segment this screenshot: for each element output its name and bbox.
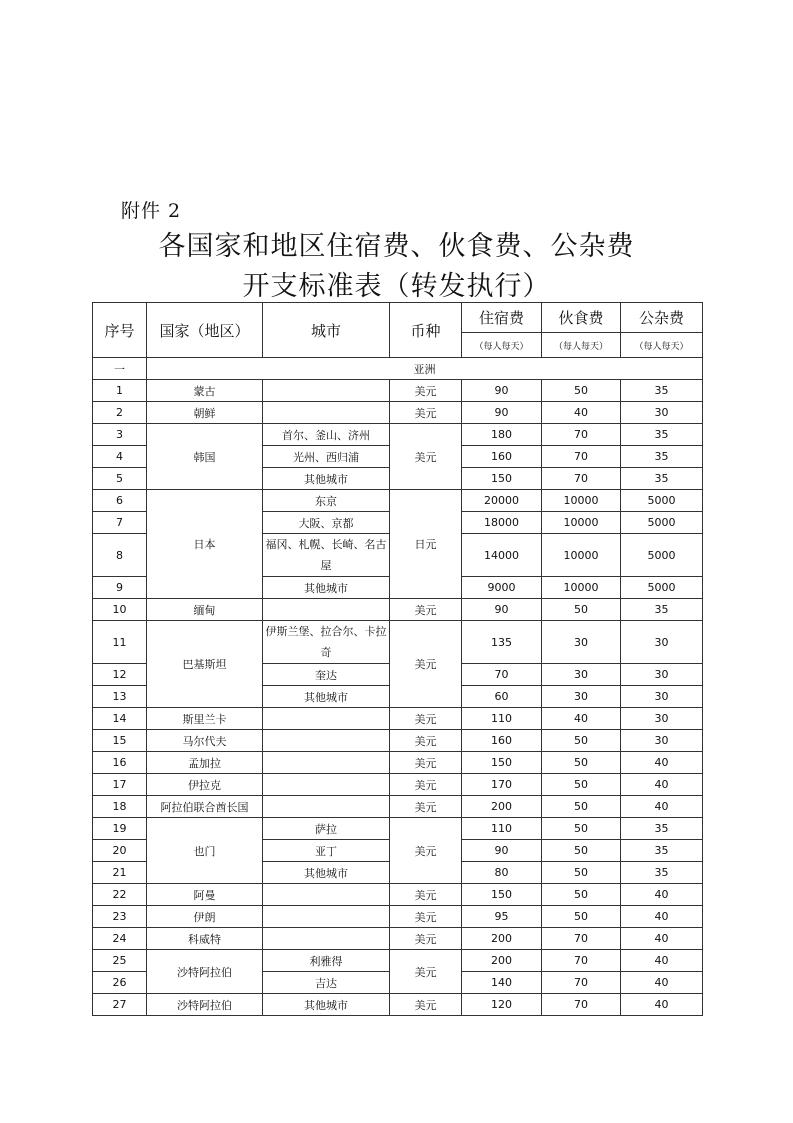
cell-misc: 35 — [621, 840, 703, 862]
cell-city: 首尔、釜山、济州 — [263, 424, 390, 446]
table-row — [93, 906, 703, 928]
cell-currency: 美元 — [390, 774, 462, 796]
cell-currency: 美元 — [390, 906, 462, 928]
cell-city — [263, 380, 390, 402]
cell-city: 伊斯兰堡、拉合尔、卡拉奇 — [263, 621, 390, 664]
cell-misc: 30 — [621, 686, 703, 708]
cell-seq: 16 — [93, 752, 147, 774]
cell-country: 孟加拉 — [147, 752, 263, 774]
header-meals: 伙食费 — [542, 303, 621, 333]
cell-misc: 35 — [621, 380, 703, 402]
attachment-label: 附件 2 — [121, 200, 182, 222]
cell-city: 东京 — [263, 490, 390, 512]
cell-meals: 50 — [542, 796, 621, 818]
header-lodging-unit: （每人每天） — [462, 333, 542, 358]
cell-city: 其他城市 — [263, 994, 390, 1016]
cell-currency: 美元 — [390, 621, 462, 708]
cell-city — [263, 928, 390, 950]
table-row — [93, 950, 703, 972]
table-row — [93, 928, 703, 950]
cell-country: 阿曼 — [147, 884, 263, 906]
cell-country: 巴基斯坦 — [147, 621, 263, 708]
cell-lodging: 90 — [462, 380, 542, 402]
cell-meals: 50 — [542, 599, 621, 621]
cell-seq: 17 — [93, 774, 147, 796]
cell-meals: 70 — [542, 928, 621, 950]
cell-seq: 27 — [93, 994, 147, 1016]
cell-country: 伊朗 — [147, 906, 263, 928]
table-row — [93, 599, 703, 621]
cell-seq: 3 — [93, 424, 147, 446]
cell-country: 科威特 — [147, 928, 263, 950]
cell-city: 亚丁 — [263, 840, 390, 862]
cell-city: 其他城市 — [263, 577, 390, 599]
cell-currency: 美元 — [390, 796, 462, 818]
cell-misc: 40 — [621, 774, 703, 796]
cell-currency: 美元 — [390, 818, 462, 884]
cell-seq: 10 — [93, 599, 147, 621]
cell-misc: 30 — [621, 708, 703, 730]
cell-lodging: 90 — [462, 599, 542, 621]
cell-currency: 美元 — [390, 928, 462, 950]
header-seq: 序号 — [93, 303, 147, 358]
cell-lodging: 110 — [462, 818, 542, 840]
cell-seq: 9 — [93, 577, 147, 599]
cell-meals: 30 — [542, 621, 621, 664]
cell-seq: 12 — [93, 664, 147, 686]
cell-seq: 4 — [93, 446, 147, 468]
cell-misc: 40 — [621, 950, 703, 972]
cell-country: 韩国 — [147, 424, 263, 490]
cell-country: 缅甸 — [147, 599, 263, 621]
header-misc-unit: （每人每天） — [621, 333, 703, 358]
cell-misc: 35 — [621, 446, 703, 468]
cell-country: 沙特阿拉伯 — [147, 950, 263, 994]
cell-meals: 10000 — [542, 577, 621, 599]
table-row — [93, 796, 703, 818]
cell-currency: 美元 — [390, 599, 462, 621]
cell-lodging: 200 — [462, 950, 542, 972]
table-row — [93, 380, 703, 402]
table-row — [93, 490, 703, 512]
section-row — [93, 358, 703, 380]
cell-city — [263, 599, 390, 621]
cell-seq: 11 — [93, 621, 147, 664]
section-name: 亚洲 — [147, 358, 703, 380]
table-row — [93, 424, 703, 446]
cell-misc: 5000 — [621, 534, 703, 577]
cell-meals: 50 — [542, 884, 621, 906]
cell-country: 马尔代夫 — [147, 730, 263, 752]
table-row — [93, 774, 703, 796]
cell-currency: 美元 — [390, 380, 462, 402]
cell-misc: 5000 — [621, 490, 703, 512]
cell-lodging: 18000 — [462, 512, 542, 534]
cell-meals: 40 — [542, 402, 621, 424]
cell-lodging: 150 — [462, 468, 542, 490]
table-row — [93, 994, 703, 1016]
cell-city — [263, 752, 390, 774]
cell-lodging: 90 — [462, 840, 542, 862]
cell-city: 利雅得 — [263, 950, 390, 972]
cell-misc: 30 — [621, 402, 703, 424]
cell-lodging: 150 — [462, 884, 542, 906]
cell-meals: 50 — [542, 774, 621, 796]
cell-lodging: 140 — [462, 972, 542, 994]
cell-seq: 2 — [93, 402, 147, 424]
cell-country: 朝鲜 — [147, 402, 263, 424]
cell-lodging: 80 — [462, 862, 542, 884]
cell-meals: 50 — [542, 818, 621, 840]
cell-lodging: 170 — [462, 774, 542, 796]
cell-misc: 40 — [621, 928, 703, 950]
cell-currency: 美元 — [390, 708, 462, 730]
cell-seq: 7 — [93, 512, 147, 534]
cell-city — [263, 884, 390, 906]
cell-lodging: 120 — [462, 994, 542, 1016]
cell-currency: 日元 — [390, 490, 462, 599]
table-row — [93, 730, 703, 752]
cell-lodging: 90 — [462, 402, 542, 424]
cell-seq: 6 — [93, 490, 147, 512]
cell-lodging: 9000 — [462, 577, 542, 599]
table-row — [93, 884, 703, 906]
cell-lodging: 180 — [462, 424, 542, 446]
table-row — [93, 818, 703, 840]
cell-seq: 21 — [93, 862, 147, 884]
cell-lodging: 20000 — [462, 490, 542, 512]
cell-city: 福冈、札幌、长崎、名古屋 — [263, 534, 390, 577]
cell-seq: 25 — [93, 950, 147, 972]
cell-lodging: 14000 — [462, 534, 542, 577]
cell-city — [263, 796, 390, 818]
cell-misc: 35 — [621, 862, 703, 884]
cell-seq: 23 — [93, 906, 147, 928]
cell-seq: 22 — [93, 884, 147, 906]
cell-misc: 35 — [621, 468, 703, 490]
cell-seq: 14 — [93, 708, 147, 730]
cell-country: 斯里兰卡 — [147, 708, 263, 730]
cell-meals: 70 — [542, 972, 621, 994]
cell-city: 奎达 — [263, 664, 390, 686]
cell-lodging: 70 — [462, 664, 542, 686]
cell-currency: 美元 — [390, 424, 462, 490]
cell-misc: 35 — [621, 599, 703, 621]
page-title-line1: 各国家和地区住宿费、伙食费、公杂费 — [158, 231, 635, 262]
header-city: 城市 — [263, 303, 390, 358]
cell-city: 其他城市 — [263, 862, 390, 884]
cell-city: 吉达 — [263, 972, 390, 994]
cell-meals: 50 — [542, 906, 621, 928]
cell-seq: 5 — [93, 468, 147, 490]
cell-seq: 26 — [93, 972, 147, 994]
cell-city — [263, 402, 390, 424]
cell-country: 日本 — [147, 490, 263, 599]
cell-lodging: 150 — [462, 752, 542, 774]
standards-table — [92, 302, 703, 1016]
cell-city: 光州、西归浦 — [263, 446, 390, 468]
cell-country: 也门 — [147, 818, 263, 884]
cell-meals: 50 — [542, 730, 621, 752]
cell-meals: 10000 — [542, 534, 621, 577]
cell-misc: 40 — [621, 994, 703, 1016]
cell-meals: 50 — [542, 840, 621, 862]
cell-misc: 30 — [621, 664, 703, 686]
cell-country: 阿拉伯联合酋长国 — [147, 796, 263, 818]
cell-meals: 70 — [542, 950, 621, 972]
cell-lodging: 160 — [462, 730, 542, 752]
cell-meals: 70 — [542, 994, 621, 1016]
cell-meals: 10000 — [542, 512, 621, 534]
cell-meals: 70 — [542, 468, 621, 490]
cell-lodging: 200 — [462, 928, 542, 950]
cell-misc: 35 — [621, 818, 703, 840]
cell-city: 大阪、京都 — [263, 512, 390, 534]
cell-misc: 40 — [621, 752, 703, 774]
table-row — [93, 402, 703, 424]
cell-misc: 40 — [621, 972, 703, 994]
cell-misc: 5000 — [621, 577, 703, 599]
header-meals-unit: （每人每天） — [542, 333, 621, 358]
cell-misc: 30 — [621, 621, 703, 664]
cell-seq: 24 — [93, 928, 147, 950]
cell-currency: 美元 — [390, 884, 462, 906]
header-country: 国家（地区） — [147, 303, 263, 358]
cell-misc: 40 — [621, 796, 703, 818]
table-row — [93, 752, 703, 774]
header-lodging: 住宿费 — [462, 303, 542, 333]
cell-meals: 50 — [542, 862, 621, 884]
cell-meals: 40 — [542, 708, 621, 730]
cell-lodging: 110 — [462, 708, 542, 730]
cell-meals: 10000 — [542, 490, 621, 512]
cell-seq: 1 — [93, 380, 147, 402]
cell-lodging: 135 — [462, 621, 542, 664]
cell-misc: 40 — [621, 906, 703, 928]
cell-seq: 15 — [93, 730, 147, 752]
cell-city: 其他城市 — [263, 468, 390, 490]
cell-meals: 50 — [542, 752, 621, 774]
cell-meals: 30 — [542, 664, 621, 686]
cell-lodging: 160 — [462, 446, 542, 468]
cell-meals: 70 — [542, 424, 621, 446]
cell-city — [263, 730, 390, 752]
cell-seq: 13 — [93, 686, 147, 708]
cell-currency: 美元 — [390, 994, 462, 1016]
cell-seq: 19 — [93, 818, 147, 840]
cell-misc: 35 — [621, 424, 703, 446]
page-title-line2: 开支标准表（转发执行） — [242, 271, 551, 302]
cell-meals: 70 — [542, 446, 621, 468]
cell-city — [263, 906, 390, 928]
cell-seq: 8 — [93, 534, 147, 577]
cell-lodging: 95 — [462, 906, 542, 928]
cell-country: 蒙古 — [147, 380, 263, 402]
cell-city — [263, 708, 390, 730]
section-seq: 一 — [93, 358, 147, 380]
cell-lodging: 200 — [462, 796, 542, 818]
cell-seq: 18 — [93, 796, 147, 818]
table-row — [93, 708, 703, 730]
cell-misc: 30 — [621, 730, 703, 752]
cell-meals: 30 — [542, 686, 621, 708]
cell-city: 其他城市 — [263, 686, 390, 708]
header-currency: 币种 — [390, 303, 462, 358]
cell-misc: 5000 — [621, 512, 703, 534]
table-row — [93, 621, 703, 664]
cell-lodging: 60 — [462, 686, 542, 708]
cell-misc: 40 — [621, 884, 703, 906]
cell-seq: 20 — [93, 840, 147, 862]
header-misc: 公杂费 — [621, 303, 703, 333]
cell-country: 沙特阿拉伯 — [147, 994, 263, 1016]
cell-meals: 50 — [542, 380, 621, 402]
cell-currency: 美元 — [390, 752, 462, 774]
cell-currency: 美元 — [390, 950, 462, 994]
cell-country: 伊拉克 — [147, 774, 263, 796]
cell-currency: 美元 — [390, 402, 462, 424]
cell-city: 萨拉 — [263, 818, 390, 840]
cell-currency: 美元 — [390, 730, 462, 752]
cell-city — [263, 774, 390, 796]
